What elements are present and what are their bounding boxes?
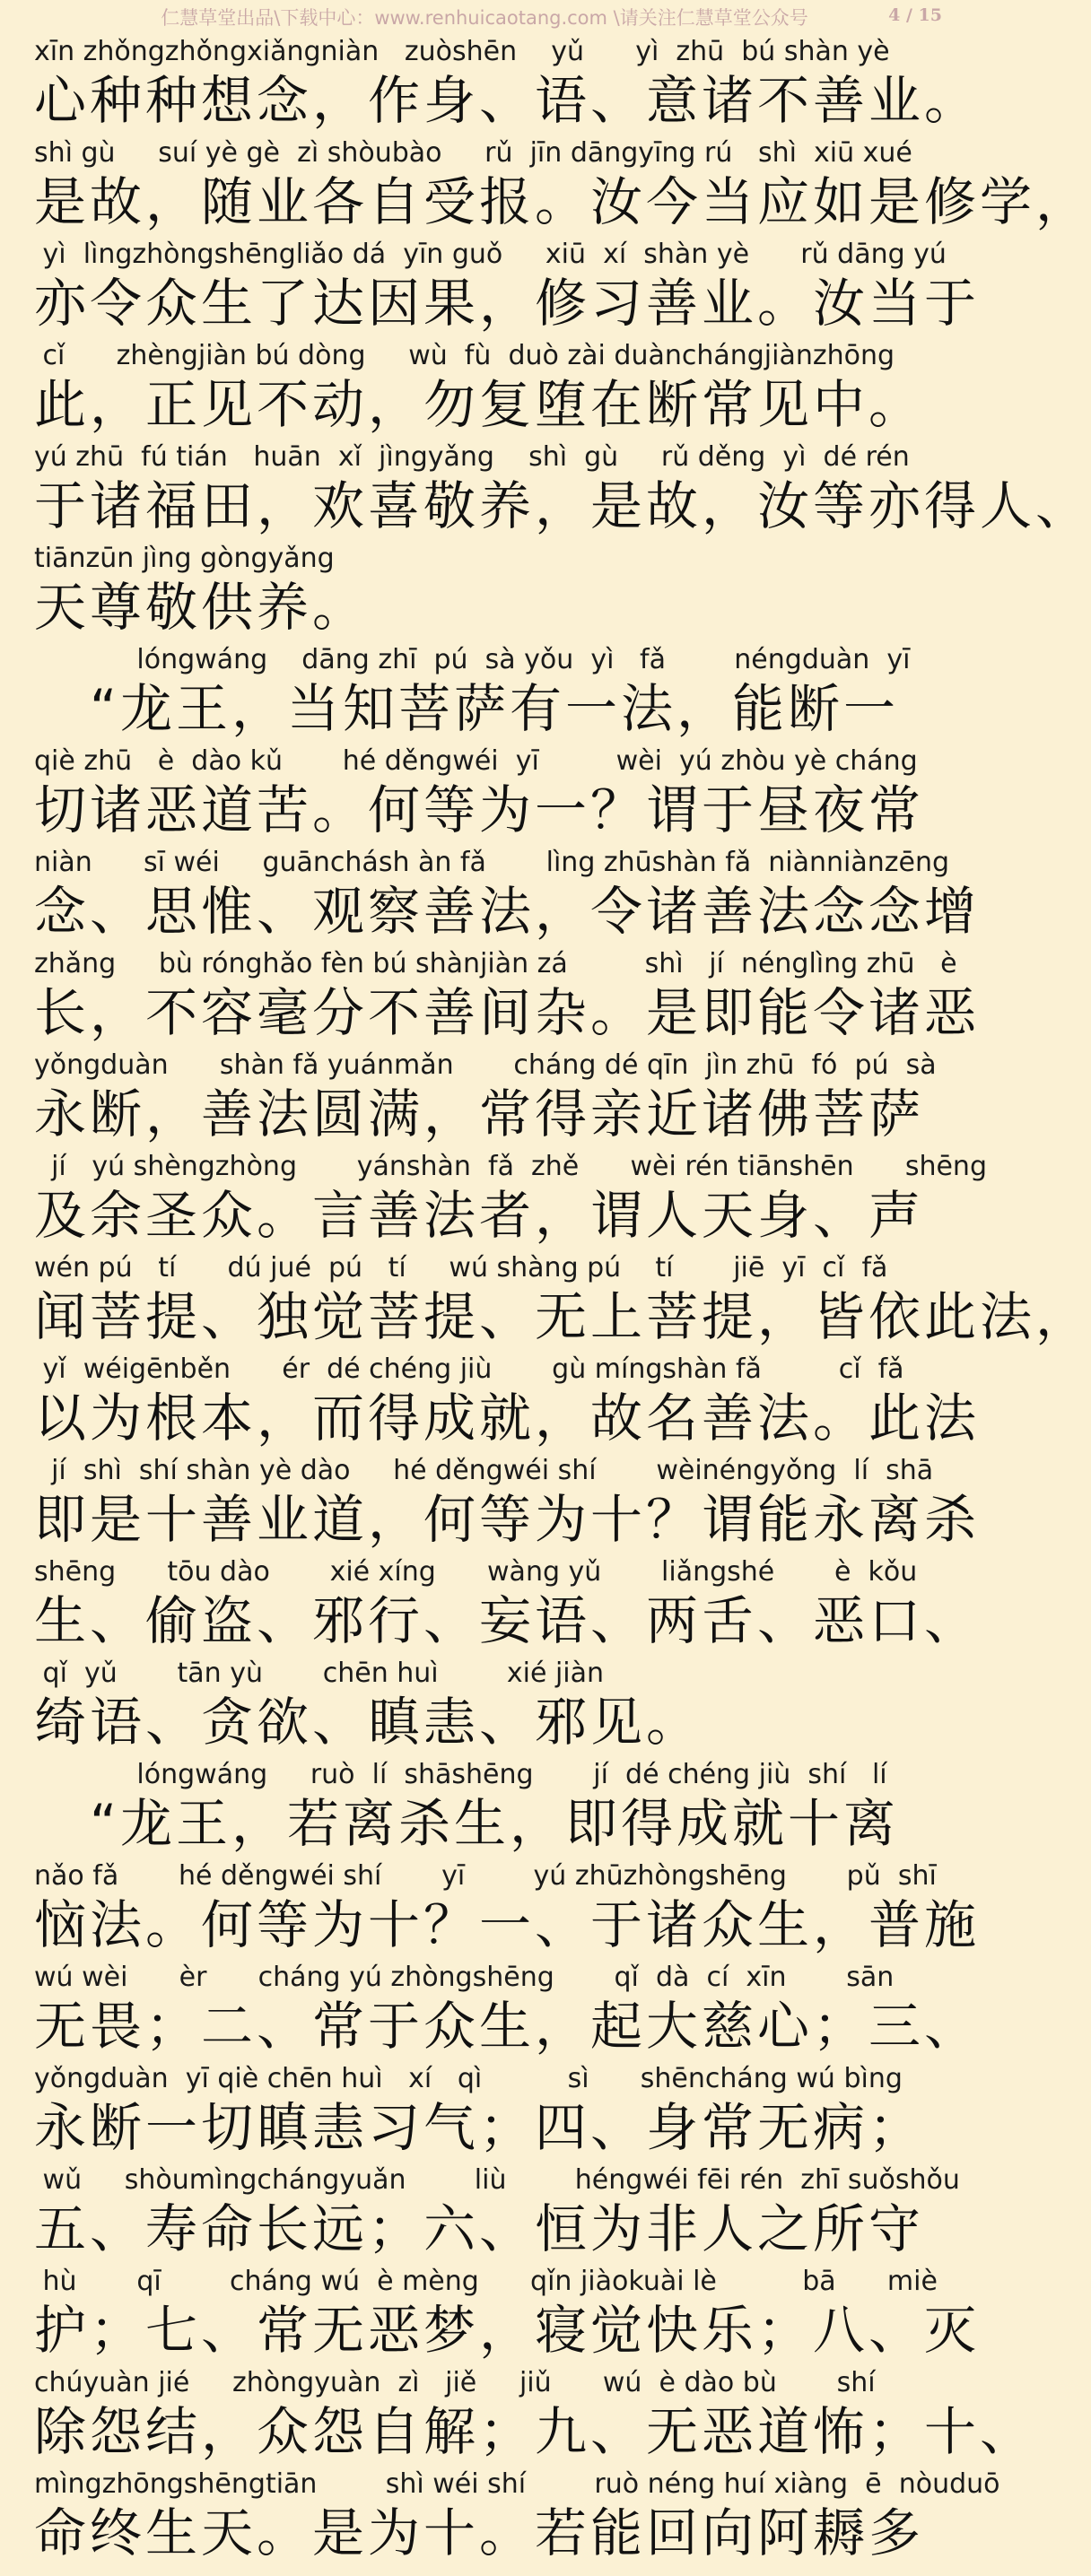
hanzi-line: 生、偷盗、邪行、妄语、两舌、恶口、 <box>34 1590 981 1651</box>
text-line-17 <box>34 1658 940 1759</box>
hanzi-line: 于诸福田，欢喜敬养，是故，汝等亦得人、 <box>34 475 1091 536</box>
hanzi-line: 心种种想念，作身、语、意诸不善业。 <box>34 70 981 131</box>
pinyin-line: nǎo fǎ hé děngwéi shí yī yú zhūzhòngshēng pǔ shī <box>34 1860 937 1892</box>
pinyin-line: yú zhū fú tián huān xǐ jìngyǎng shì gù rǔ děng yì dé rén <box>34 441 910 473</box>
text-line-16 <box>34 1556 981 1658</box>
hanzi-line: 永断，善法圆满，常得亲近诸佛菩萨 <box>34 1083 925 1144</box>
hanzi-line: 以为根本，而得成就，故名善法。此法 <box>34 1388 981 1449</box>
pinyin-line: zhǎng bù rónghǎo fèn bú shànjiàn zá shì jí nénglìng zhū è <box>34 948 957 979</box>
pinyin-line: wǔ shòumìngchángyuǎn liù héngwéi fēi rén zhī suǒshǒu <box>34 2164 960 2196</box>
pinyin-line: yǐ wéigēnběn ér dé chéng jiù gù míngshàn fǎ cǐ fǎ <box>34 1353 904 1385</box>
text-line-2 <box>34 137 1091 239</box>
pinyin-line: yì lìngzhòngshēngliǎo dá yīn guǒ xiū xí shàn yè rǔ dāng yú <box>34 239 947 270</box>
hanzi-line: 命终生天。是为十。若能回向阿耨多 <box>34 2502 925 2563</box>
header-source-text: 仁慧草堂出品\下载中心：www.renhuicaotang.com \请关注仁慧草堂公众号 <box>161 7 808 29</box>
page-header <box>0 0 969 30</box>
hanzi-line: 念、思惟、观察善法，令诸善法念念增 <box>34 881 981 942</box>
hanzi-line: 此，正见不动，勿复堕在断常见中。 <box>34 374 925 435</box>
pinyin-line: jí yú shèngzhòng yánshàn fǎ zhě wèi rén tiānshēn shēng <box>34 1151 987 1182</box>
text-line-10 <box>34 948 981 1049</box>
pinyin-line: jí shì shí shàn yè dào hé děngwéi shí wèinéngyǒng lí shā <box>34 1455 934 1486</box>
pinyin-line: yǒngduàn shàn fǎ yuánmǎn cháng dé qīn jìn zhū fó pú sà <box>34 1049 937 1081</box>
hanzi-line: 护；七、常无恶梦，寝觉快乐；八、灭 <box>34 2300 981 2361</box>
hanzi-line: 恼法。何等为十？一、于诸众生，普施 <box>34 1894 981 1955</box>
text-line-22 <box>34 2164 960 2266</box>
pinyin-line: qǐ yǔ tān yù chēn huì xié jiàn <box>34 1658 605 1689</box>
text-line-1 <box>34 36 981 137</box>
hanzi-line: “龙王，若离杀生，即得成就十离 <box>34 1793 900 1854</box>
pinyin-line: lóngwáng dāng zhī pú sà yǒu yì fǎ néngduàn yī <box>34 644 911 675</box>
hanzi-line: 五、寿命长远；六、恒为非人之所守 <box>34 2198 925 2259</box>
pinyin-line: shì gù suí yè gè zì shòubào rǔ jīn dāngyīng rú shì xiū xué <box>34 137 912 169</box>
text-line-15 <box>34 1455 981 1556</box>
page-number: 4 / 15 <box>888 5 942 25</box>
text-line-20 <box>34 1962 981 2063</box>
pinyin-line: tiānzūn jìng gòngyǎng <box>34 543 335 574</box>
pinyin-line: chúyuàn jié zhòngyuàn zì jiě jiǔ wú è dào bù shí <box>34 2367 876 2398</box>
hanzi-line: 永断一切瞋恚习气；四、身常无病； <box>34 2097 925 2158</box>
hanzi-line: 长，不容毫分不善间杂。是即能令诸恶 <box>34 982 981 1043</box>
text-line-8 <box>34 745 940 847</box>
hanzi-line: 天尊敬供养。 <box>34 577 369 638</box>
pinyin-line: yǒngduàn yī qiè chēn huì xí qì sì shēncháng wú bìng <box>34 2063 903 2094</box>
text-line-12 <box>34 1151 987 1252</box>
text-line-9 <box>34 847 981 948</box>
pinyin-line: xīn zhǒngzhǒngxiǎngniàn zuòshēn yǔ yì zhū bú shàn yè <box>34 36 890 67</box>
pinyin-line: mìngzhōngshēngtiān shì wéi shí ruò néng huí xiàng ē nòuduō <box>34 2468 1000 2500</box>
hanzi-line: 是故，随业各自受报。汝今当应如是修学， <box>34 171 1091 232</box>
pinyin-line: shēng tōu dào xié xíng wàng yǔ liǎngshé è kǒu <box>34 1556 918 1588</box>
pinyin-line: lóngwáng ruò lí shāshēng jí dé chéng jiù shí lí <box>34 1759 887 1790</box>
text-line-14 <box>34 1353 981 1455</box>
hanzi-line: 除怨结，众怨自解；九、无恶道怖；十、 <box>34 2401 1036 2462</box>
text-line-25 <box>34 2468 1000 2570</box>
hanzi-line: 无畏；二、常于众生，起大慈心；三、 <box>34 1996 981 2057</box>
pinyin-line: niàn sī wéi guānchásh àn fǎ lìng zhūshàn fǎ niànniànzēng <box>34 847 950 878</box>
text-line-6 <box>34 543 940 644</box>
text-line-3 <box>34 239 981 340</box>
hanzi-line: 闻菩提、独觉菩提、无上菩提，皆依此法， <box>34 1286 1091 1347</box>
hanzi-line: 亦令众生了达因果，修习善业。汝当于 <box>34 273 981 334</box>
text-line-11 <box>34 1049 940 1151</box>
pinyin-line: hù qī cháng wú è mèng qǐn jiàokuài lè bā miè <box>34 2266 938 2297</box>
hanzi-line: 绮语、贪欲、瞋恚、邪见。 <box>34 1692 703 1753</box>
text-line-4 <box>34 340 940 441</box>
hanzi-line: “龙王，当知菩萨有一法，能断一 <box>34 678 900 739</box>
text-line-21 <box>34 2063 940 2164</box>
text-line-19 <box>34 1860 981 1962</box>
pinyin-line: wén pú tí dú jué pú tí wú shàng pú tí jiē yī cǐ fǎ <box>34 1252 888 1284</box>
text-line-18 <box>34 1759 940 1860</box>
hanzi-line: 及余圣众。言善法者，谓人天身、声 <box>34 1185 925 1246</box>
text-line-23 <box>34 2266 981 2367</box>
pinyin-line: qiè zhū è dào kǔ hé děngwéi yī wèi yú zhòu yè cháng <box>34 745 918 777</box>
text-line-5 <box>34 441 1091 543</box>
hanzi-line: 即是十善业道，何等为十？谓能永离杀 <box>34 1489 981 1550</box>
text-line-24 <box>34 2367 1036 2468</box>
hanzi-line: 切诸恶道苦。何等为一？谓于昼夜常 <box>34 779 925 840</box>
scripture-text-body <box>34 36 1091 2570</box>
text-line-7 <box>34 644 940 745</box>
pinyin-line: cǐ zhèngjiàn bú dòng wù fù duò zài duànchángjiànzhōng <box>34 340 895 371</box>
pinyin-line: wú wèi èr cháng yú zhòngshēng qǐ dà cí xīn sān <box>34 1962 895 1993</box>
text-line-13 <box>34 1252 1091 1353</box>
